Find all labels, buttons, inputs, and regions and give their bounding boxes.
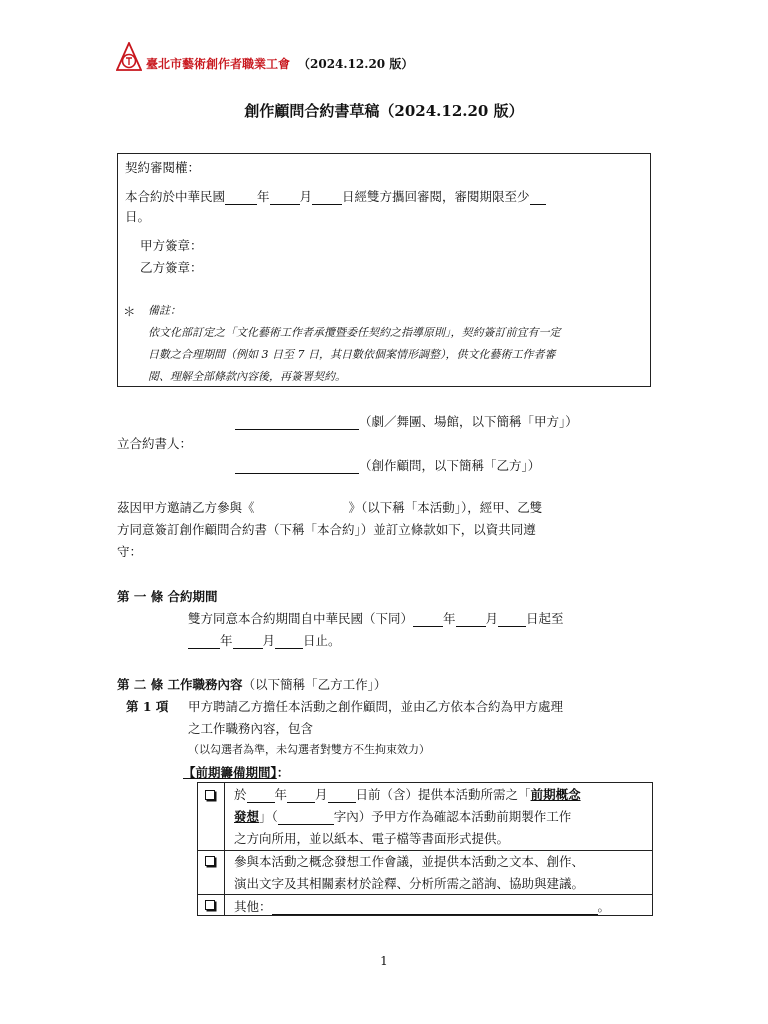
parties-label: 立合約書人： (117, 436, 193, 451)
signature-party-a: 甲方簽章： (140, 238, 203, 253)
note-mark: ＊ (123, 304, 136, 319)
duty-1-line-2: 發想」（ 字內）予甲方作為確認本活動前期製作工作 (234, 809, 572, 824)
article-1-line-2: 年 月 日止。 (188, 631, 341, 649)
review-line-2: 日。 (125, 209, 151, 224)
article-2-item-note: （以勾選者為準，未勾選者對雙方不生拘束效力） (188, 743, 430, 756)
duty-3-checkbox[interactable] (205, 900, 215, 910)
article-2-heading: 第 二 條 工作職務內容（以下簡稱「乙方工作」） (117, 677, 387, 692)
signature-party-b: 乙方簽章： (140, 260, 203, 275)
duty-2-line-2: 演出文字及其相關素材於詮釋、分析所需之諮詢、協助與建議。 (234, 876, 585, 891)
article-2-item-line-2: 之工作職務內容，包含 (188, 721, 314, 736)
document-title: 創作顧問合約書草稿（2024.12.20 版） (244, 102, 524, 120)
duty-2-checkbox[interactable] (205, 856, 215, 866)
page-number: 1 (380, 954, 388, 968)
article-2-item-line-1: 甲方聘請乙方擔任本活動之創作顧問，並由乙方依本合約為甲方處理 (188, 699, 564, 714)
review-line-1: 本合約於中華民國 年 月 日經雙方攜回審閱，審閱期限至少 (125, 187, 546, 205)
union-logo-icon (116, 42, 142, 72)
article-1-line-1: 雙方同意本合約期間自中華民國（下同） 年 月 日起至 (188, 611, 564, 626)
header-version: （2024.12.20 版） (298, 57, 414, 71)
duty-1-line-3: 之方向所用，並以紙本、電子檔等書面形式提供。 (234, 831, 510, 846)
union-name: 臺北市藝術創作者職業工會 (146, 57, 291, 71)
duty-2-line-1: 參與本活動之概念發想工作會議，並提供本活動之文本、創作、 (234, 854, 585, 869)
duty-1-checkbox[interactable] (205, 790, 215, 800)
review-heading: 契約審閱權： (125, 160, 201, 175)
party-a-line: （劇／舞團、場館，以下簡稱「甲方」） (235, 412, 578, 430)
note-label: 備註： (148, 304, 181, 317)
phase-label: 【前期籌備期間】： (183, 765, 290, 780)
note-line-2: 日數之合理期間（例如 3 日至 7 日，其日數依個案情形調整），供文化藝術工作者審 (148, 348, 556, 361)
duty-3-line: 其他： 。 (234, 899, 611, 914)
intro-line-3: 守： (117, 544, 143, 559)
duty-1-line-1: 於 年 月 日前（含）提供本活動所需之「前期概念 (234, 787, 581, 802)
note-line-3: 閱、理解全部條款內容後，再簽署契約。 (148, 370, 346, 383)
intro-line-1: 茲因甲方邀請乙方參與《 》（以下稱「本活動」），經甲、乙雙 (117, 500, 543, 515)
article-2-item-label: 第 1 項 (126, 699, 169, 714)
party-b-line: （創作顧問，以下簡稱「乙方」） (235, 456, 540, 474)
article-1-heading: 第 一 條 合約期間 (117, 589, 218, 604)
note-line-1: 依文化部訂定之「文化藝術工作者承攬暨委任契約之指導原則」，契約簽訂前宜有一定 (148, 326, 561, 339)
intro-line-2: 方同意簽訂創作顧問合約書（下稱「本合約」）並訂立條款如下，以資共同遵 (117, 522, 536, 537)
